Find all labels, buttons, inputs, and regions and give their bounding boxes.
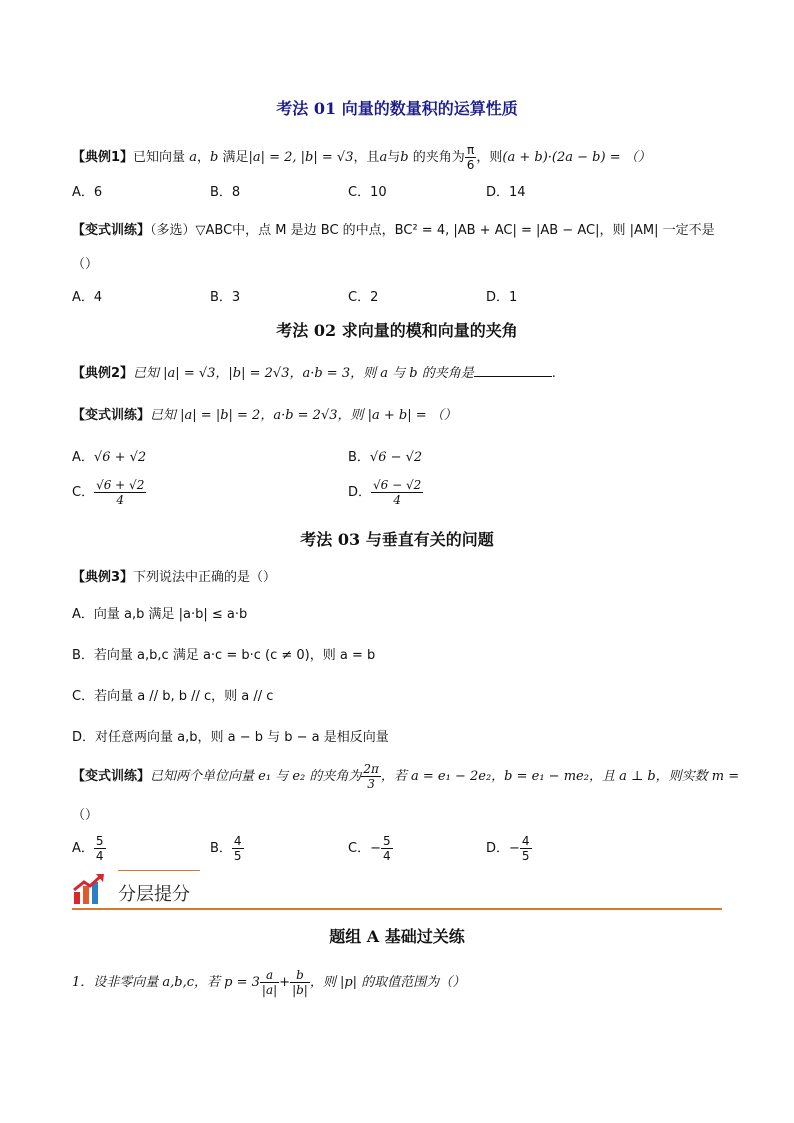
example-1-text: 已知向量 — [133, 150, 186, 165]
example-3 — [72, 566, 276, 585]
variant-3-option-d: D．− $\frac{4}{5}$ — [486, 834, 530, 863]
variant-1-tag: 【变式训练】 — [72, 223, 151, 238]
example-3-tag: 【典例3】 — [72, 570, 134, 585]
variant-2-option-b: B．√6 − √2 — [348, 450, 423, 465]
variant-2-option-a: A．√6 + √2 — [72, 450, 147, 465]
example-1-expression: (a + b)·(2a − b) = （） — [502, 150, 651, 165]
angle-fraction: $\frac{\pi}{6}$ — [466, 143, 475, 172]
question-1-text: 1．设非零向量 a,b,c，若 p = 3 — [72, 975, 260, 990]
variant-1-answer-paren: （） — [72, 257, 99, 272]
variant-1 — [72, 219, 715, 238]
example-1-option-a: A．6 — [72, 185, 103, 200]
banner-title: 分层提分 — [118, 884, 190, 905]
variant-1-option-b: B．3 — [210, 290, 241, 305]
example-1-text-4: 与 — [387, 150, 401, 165]
example-2 — [72, 362, 556, 381]
variant-2 — [72, 404, 457, 423]
variant-3-text-2: ，若 a = e₁ − 2e₂，b = e₁ − me₂，且 a ⊥ b，则实数 m = — [380, 769, 740, 784]
example-1-option-c: C．10 — [348, 185, 387, 200]
section-heading-1: 考法 01 向量的数量积的运算性质 — [276, 99, 518, 118]
variant-2-option-d: D． $\frac{√6 - √2}{4}$ — [348, 478, 422, 507]
example-1-option-d: D．14 — [486, 185, 526, 200]
variant-1-text: （多选）▽ABC中，点 M 是边 BC 的中点，BC² = 4, |AB + AC| = |AB − AC|，则 |AM| 一定不是 — [150, 223, 715, 238]
variant-1-option-c: C．2 — [348, 290, 379, 305]
example-1-option-b: B．8 — [210, 185, 241, 200]
example-3-option-c: C．若向量 a // b, b // c，则 a // c — [72, 689, 274, 704]
angle-fraction-2: $\frac{2\pi}{3}$ — [363, 762, 379, 791]
example-3-option-a: A．向量 a,b 满足 |a·b| ≤ a·b — [72, 607, 248, 622]
example-3-text: 下列说法中正确的是（） — [133, 570, 277, 585]
example-1-text-6: ，则 — [476, 150, 503, 165]
variant-3-option-c: C．− $\frac{5}{4}$ — [348, 834, 391, 863]
question-1-text-2: ，则 |p| 的取值范围为（） — [309, 975, 466, 990]
question-1-fraction-a: $\frac{a}{|a|}$ — [261, 968, 278, 997]
example-1-text-2: 满足 — [222, 150, 249, 165]
variant-3-answer-paren: （） — [72, 808, 99, 823]
example-3-option-b: B．若向量 a,b,c 满足 a·c = b·c (c ≠ 0)，则 a = b — [72, 648, 376, 663]
banner-top-rule — [118, 870, 200, 871]
example-2-period: . — [551, 366, 556, 381]
variant-3-option-b: B． $\frac{4}{5}$ — [210, 834, 242, 863]
question-1: 1．设非零向量 a,b,c，若 p = 3 $\frac{a}{|a|}$ + $\frac{b}{|b|}$ ，则 |p| 的取值范围为（） — [72, 968, 466, 997]
example-1-tag: 【典例1】 — [72, 150, 134, 165]
variant-3 — [72, 762, 739, 791]
variant-1-option-d: D．1 — [486, 290, 518, 305]
variant-2-option-c: C． $\frac{√6 + √2}{4}$ — [72, 478, 145, 507]
example-1-text-5: 的夹角为 — [412, 150, 465, 165]
variant-3-text: 已知两个单位向量 e₁ 与 e₂ 的夹角为 — [150, 769, 362, 784]
section-heading-4: 题组 A 基础过关练 — [329, 927, 465, 946]
section-heading-3: 考法 03 与垂直有关的问题 — [300, 530, 494, 549]
example-1-text-3: ，且 — [353, 150, 380, 165]
example-3-option-d: D．对任意两向量 a,b，则 a − b 与 b − a 是相反向量 — [72, 730, 389, 745]
bar-chart-arrow-icon — [72, 872, 108, 910]
example-1: 【典例1】已知向量 a，b 满足|a| = 2, |b| = √3，且a与b 的夹角为 $\frac{\pi}{6}$ ，则(a + b)·(2a − b) = （） — [72, 143, 651, 172]
section-heading-2: 考法 02 求向量的模和向量的夹角 — [276, 321, 518, 340]
variant-3-option-a: A． $\frac{5}{4}$ — [72, 834, 104, 863]
variant-2-tag: 【变式训练】 — [72, 408, 151, 423]
question-1-fraction-b: $\frac{b}{|b|}$ — [292, 968, 308, 997]
variant-3-tag: 【变式训练】 — [72, 769, 151, 784]
variant-1-option-a: A．4 — [72, 290, 103, 305]
banner-divider — [72, 908, 722, 910]
variant-2-text: 已知 |a| = |b| = 2，a·b = 2√3，则 |a + b| = （） — [150, 408, 457, 423]
example-2-tag: 【典例2】 — [72, 366, 134, 381]
example-2-text: 已知 |a| = √3，|b| = 2√3，a·b = 3，则 a 与 b 的夹角是 — [133, 366, 474, 381]
example-1-condition: |a| = 2, |b| = √3 — [248, 150, 354, 165]
answer-blank — [474, 364, 552, 377]
